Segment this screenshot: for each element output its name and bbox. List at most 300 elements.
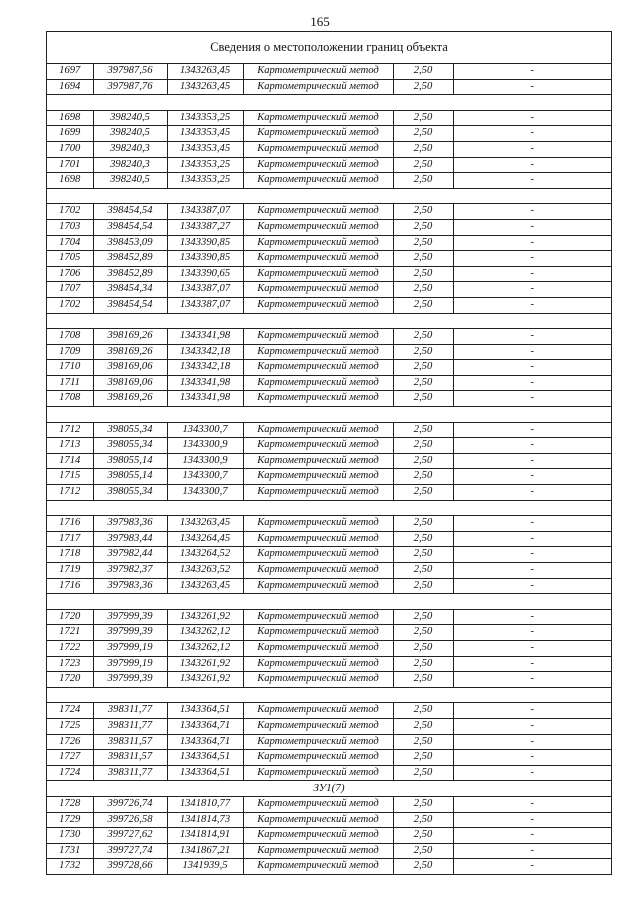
point-number-cell: 1724 (47, 703, 93, 719)
method-cell: Картометрический метод (243, 640, 393, 656)
description-cell: - (453, 173, 611, 189)
point-number-cell: 1719 (47, 563, 93, 579)
point-number-cell: 1710 (47, 360, 93, 376)
coordinates-table-body (47, 64, 611, 874)
description-cell: - (453, 469, 611, 485)
table-row (47, 251, 611, 267)
method-cell: Картометрический метод (243, 157, 393, 173)
table-row (47, 204, 611, 220)
precision-cell: 2,50 (393, 843, 453, 859)
point-number-cell: 1707 (47, 282, 93, 298)
coord-y-cell: 1343261,92 (167, 609, 243, 625)
point-number-cell: 1697 (47, 64, 93, 79)
separator-cell (47, 594, 611, 610)
coord-y-cell: 1341814,73 (167, 812, 243, 828)
coord-x-cell: 398240,5 (93, 173, 167, 189)
point-number-cell: 1708 (47, 391, 93, 407)
method-cell: Картометрический метод (243, 282, 393, 298)
precision-cell: 2,50 (393, 157, 453, 173)
table-row (47, 563, 611, 579)
point-number-cell: 1730 (47, 828, 93, 844)
table-row (47, 734, 611, 750)
coord-y-cell: 1343263,52 (167, 563, 243, 579)
table-row (47, 219, 611, 235)
method-cell: Картометрический метод (243, 110, 393, 126)
table-row (47, 329, 611, 345)
method-cell: Картометрический метод (243, 64, 393, 79)
precision-cell: 2,50 (393, 640, 453, 656)
description-cell: - (453, 609, 611, 625)
coord-y-cell: 1343353,45 (167, 126, 243, 142)
coord-y-cell: 1343364,71 (167, 718, 243, 734)
coord-x-cell: 398452,89 (93, 251, 167, 267)
method-cell: Картометрический метод (243, 344, 393, 360)
method-cell: Картометрический метод (243, 672, 393, 688)
description-cell: - (453, 531, 611, 547)
precision-cell: 2,50 (393, 796, 453, 812)
method-cell: Картометрический метод (243, 843, 393, 859)
method-cell: Картометрический метод (243, 547, 393, 563)
precision-cell: 2,50 (393, 578, 453, 594)
coord-x-cell: 397987,56 (93, 64, 167, 79)
precision-cell: 2,50 (393, 828, 453, 844)
method-cell: Картометрический метод (243, 485, 393, 501)
method-cell: Картометрический метод (243, 141, 393, 157)
table-row (47, 64, 611, 79)
precision-cell: 2,50 (393, 79, 453, 95)
coord-x-cell: 398055,14 (93, 469, 167, 485)
point-number-cell: 1731 (47, 843, 93, 859)
precision-cell: 2,50 (393, 219, 453, 235)
coord-x-cell: 398240,3 (93, 157, 167, 173)
method-cell: Картометрический метод (243, 469, 393, 485)
coord-y-cell: 1343264,45 (167, 531, 243, 547)
table-row (47, 718, 611, 734)
coord-y-cell: 1343341,98 (167, 391, 243, 407)
description-cell: - (453, 656, 611, 672)
separator-cell (47, 407, 611, 423)
method-cell: Картометрический метод (243, 625, 393, 641)
coord-x-cell: 397983,36 (93, 516, 167, 532)
table-row (47, 297, 611, 313)
coord-x-cell: 397983,44 (93, 531, 167, 547)
precision-cell: 2,50 (393, 609, 453, 625)
precision-cell: 2,50 (393, 656, 453, 672)
point-number-cell: 1714 (47, 453, 93, 469)
description-cell: - (453, 563, 611, 579)
table-row (47, 828, 611, 844)
table-row (47, 531, 611, 547)
method-cell: Картометрический метод (243, 718, 393, 734)
description-cell: - (453, 718, 611, 734)
point-number-cell: 1701 (47, 157, 93, 173)
coord-y-cell: 1343341,98 (167, 329, 243, 345)
coord-y-cell: 1343364,51 (167, 750, 243, 766)
method-cell: Картометрический метод (243, 859, 393, 875)
description-cell: - (453, 438, 611, 454)
precision-cell: 2,50 (393, 672, 453, 688)
point-number-cell: 1700 (47, 141, 93, 157)
precision-cell: 2,50 (393, 469, 453, 485)
description-cell: - (453, 235, 611, 251)
table-row (47, 453, 611, 469)
coord-x-cell: 398169,06 (93, 375, 167, 391)
table-row (47, 516, 611, 532)
coord-x-cell: 397983,36 (93, 578, 167, 594)
description-cell: - (453, 344, 611, 360)
precision-cell: 2,50 (393, 703, 453, 719)
description-cell: - (453, 64, 611, 79)
coord-x-cell: 398055,34 (93, 438, 167, 454)
precision-cell: 2,50 (393, 765, 453, 781)
coord-x-cell: 398453,09 (93, 235, 167, 251)
coord-x-cell: 399728,66 (93, 859, 167, 875)
point-number-cell: 1732 (47, 859, 93, 875)
coord-y-cell: 1343390,85 (167, 251, 243, 267)
table-row (47, 859, 611, 875)
coord-x-cell: 398311,77 (93, 718, 167, 734)
point-number-cell: 1718 (47, 547, 93, 563)
precision-cell: 2,50 (393, 266, 453, 282)
description-cell: - (453, 79, 611, 95)
precision-cell: 2,50 (393, 64, 453, 79)
table-row (47, 235, 611, 251)
table-row (47, 609, 611, 625)
coord-x-cell: 398311,57 (93, 734, 167, 750)
coord-x-cell: 398169,26 (93, 391, 167, 407)
method-cell: Картометрический метод (243, 360, 393, 376)
table-row (47, 656, 611, 672)
point-number-cell: 1716 (47, 516, 93, 532)
description-cell: - (453, 516, 611, 532)
method-cell: Картометрический метод (243, 266, 393, 282)
point-number-cell: 1720 (47, 672, 93, 688)
table-row (47, 485, 611, 501)
coord-y-cell: 1343262,12 (167, 640, 243, 656)
description-cell: - (453, 485, 611, 501)
coord-y-cell: 1341939,5 (167, 859, 243, 875)
description-cell: - (453, 141, 611, 157)
coord-y-cell: 1343342,18 (167, 344, 243, 360)
coord-x-cell: 398311,77 (93, 703, 167, 719)
table-row (47, 126, 611, 142)
description-cell: - (453, 796, 611, 812)
method-cell: Картометрический метод (243, 173, 393, 189)
method-cell: Картометрический метод (243, 703, 393, 719)
point-number-cell: 1699 (47, 126, 93, 142)
coord-y-cell: 1343263,45 (167, 578, 243, 594)
coord-x-cell: 398454,54 (93, 204, 167, 220)
coord-y-cell: 1343300,9 (167, 453, 243, 469)
description-cell: - (453, 672, 611, 688)
description-cell: - (453, 329, 611, 345)
coord-x-cell: 397999,19 (93, 640, 167, 656)
precision-cell: 2,50 (393, 141, 453, 157)
coord-y-cell: 1343353,25 (167, 173, 243, 189)
point-number-cell: 1728 (47, 796, 93, 812)
table-row (47, 391, 611, 407)
point-number-cell: 1716 (47, 578, 93, 594)
precision-cell: 2,50 (393, 625, 453, 641)
coord-y-cell: 1343387,27 (167, 219, 243, 235)
group-separator-row (47, 313, 611, 329)
point-number-cell: 1725 (47, 718, 93, 734)
precision-cell: 2,50 (393, 859, 453, 875)
method-cell: Картометрический метод (243, 812, 393, 828)
separator-cell (47, 188, 611, 204)
coordinates-table (47, 64, 611, 875)
description-cell: - (453, 812, 611, 828)
section-subheading: ЗУ1(7) (47, 781, 611, 797)
point-number-cell: 1706 (47, 266, 93, 282)
table-row (47, 750, 611, 766)
precision-cell: 2,50 (393, 297, 453, 313)
precision-cell: 2,50 (393, 251, 453, 267)
description-cell: - (453, 843, 611, 859)
table-row (47, 625, 611, 641)
description-cell: - (453, 640, 611, 656)
separator-cell (47, 95, 611, 111)
coord-y-cell: 1343263,45 (167, 64, 243, 79)
description-cell: - (453, 703, 611, 719)
coord-x-cell: 397987,76 (93, 79, 167, 95)
coord-y-cell: 1343364,71 (167, 734, 243, 750)
table-row (47, 375, 611, 391)
method-cell: Картометрический метод (243, 204, 393, 220)
table-row (47, 360, 611, 376)
precision-cell: 2,50 (393, 438, 453, 454)
point-number-cell: 1726 (47, 734, 93, 750)
method-cell: Картометрический метод (243, 297, 393, 313)
table-row (47, 547, 611, 563)
coord-x-cell: 398311,77 (93, 765, 167, 781)
coord-x-cell: 398240,5 (93, 110, 167, 126)
method-cell: Картометрический метод (243, 235, 393, 251)
coord-y-cell: 1341814,91 (167, 828, 243, 844)
coord-x-cell: 398454,34 (93, 282, 167, 298)
precision-cell: 2,50 (393, 282, 453, 298)
coord-x-cell: 397999,39 (93, 625, 167, 641)
point-number-cell: 1704 (47, 235, 93, 251)
coord-y-cell: 1343262,12 (167, 625, 243, 641)
precision-cell: 2,50 (393, 485, 453, 501)
boundary-sheet (46, 31, 612, 875)
point-number-cell: 1708 (47, 329, 93, 345)
precision-cell: 2,50 (393, 750, 453, 766)
coord-y-cell: 1343390,65 (167, 266, 243, 282)
coord-y-cell: 1343387,07 (167, 297, 243, 313)
coord-y-cell: 1343341,98 (167, 375, 243, 391)
point-number-cell: 1715 (47, 469, 93, 485)
description-cell: - (453, 110, 611, 126)
coord-x-cell: 399726,74 (93, 796, 167, 812)
point-number-cell: 1727 (47, 750, 93, 766)
separator-cell (47, 500, 611, 516)
method-cell: Картометрический метод (243, 79, 393, 95)
method-cell: Картометрический метод (243, 765, 393, 781)
point-number-cell: 1703 (47, 219, 93, 235)
coord-y-cell: 1343261,92 (167, 672, 243, 688)
coord-y-cell: 1343300,7 (167, 469, 243, 485)
description-cell: - (453, 219, 611, 235)
method-cell: Картометрический метод (243, 609, 393, 625)
precision-cell: 2,50 (393, 563, 453, 579)
description-cell: - (453, 547, 611, 563)
precision-cell: 2,50 (393, 126, 453, 142)
method-cell: Картометрический метод (243, 391, 393, 407)
description-cell: - (453, 765, 611, 781)
coord-x-cell: 397982,37 (93, 563, 167, 579)
method-cell: Картометрический метод (243, 656, 393, 672)
description-cell: - (453, 126, 611, 142)
page-number: 165 (310, 14, 330, 29)
precision-cell: 2,50 (393, 360, 453, 376)
table-row (47, 422, 611, 438)
method-cell: Картометрический метод (243, 219, 393, 235)
precision-cell: 2,50 (393, 110, 453, 126)
precision-cell: 2,50 (393, 329, 453, 345)
table-row (47, 843, 611, 859)
precision-cell: 2,50 (393, 204, 453, 220)
coord-x-cell: 398311,57 (93, 750, 167, 766)
coord-x-cell: 398055,34 (93, 485, 167, 501)
precision-cell: 2,50 (393, 453, 453, 469)
table-row (47, 344, 611, 360)
precision-cell: 2,50 (393, 547, 453, 563)
table-row (47, 578, 611, 594)
coord-x-cell: 399727,74 (93, 843, 167, 859)
description-cell: - (453, 251, 611, 267)
coord-y-cell: 1341867,21 (167, 843, 243, 859)
point-number-cell: 1722 (47, 640, 93, 656)
point-number-cell: 1698 (47, 110, 93, 126)
point-number-cell: 1717 (47, 531, 93, 547)
table-row (47, 812, 611, 828)
description-cell: - (453, 375, 611, 391)
coord-x-cell: 397999,39 (93, 672, 167, 688)
coord-x-cell: 398169,26 (93, 329, 167, 345)
table-row (47, 173, 611, 189)
description-cell: - (453, 734, 611, 750)
method-cell: Картометрический метод (243, 796, 393, 812)
point-number-cell: 1698 (47, 173, 93, 189)
table-row (47, 640, 611, 656)
coord-y-cell: 1343353,25 (167, 157, 243, 173)
group-separator-row (47, 500, 611, 516)
point-number-cell: 1694 (47, 79, 93, 95)
table-row (47, 157, 611, 173)
coord-y-cell: 1343263,45 (167, 79, 243, 95)
coord-x-cell: 398454,54 (93, 219, 167, 235)
point-number-cell: 1709 (47, 344, 93, 360)
point-number-cell: 1702 (47, 297, 93, 313)
coord-y-cell: 1343387,07 (167, 204, 243, 220)
method-cell: Картометрический метод (243, 563, 393, 579)
coord-y-cell: 1343390,85 (167, 235, 243, 251)
description-cell: - (453, 266, 611, 282)
table-row (47, 79, 611, 95)
coord-y-cell: 1343353,25 (167, 110, 243, 126)
coord-y-cell: 1343300,9 (167, 438, 243, 454)
separator-cell (47, 687, 611, 703)
method-cell: Картометрический метод (243, 438, 393, 454)
method-cell: Картометрический метод (243, 516, 393, 532)
table-row (47, 469, 611, 485)
description-cell: - (453, 360, 611, 376)
table-row (47, 765, 611, 781)
coord-y-cell: 1343300,7 (167, 422, 243, 438)
point-number-cell: 1729 (47, 812, 93, 828)
coord-x-cell: 398169,26 (93, 344, 167, 360)
description-cell: - (453, 750, 611, 766)
method-cell: Картометрический метод (243, 750, 393, 766)
method-cell: Картометрический метод (243, 578, 393, 594)
coord-y-cell: 1343364,51 (167, 703, 243, 719)
coord-y-cell: 1343261,92 (167, 656, 243, 672)
precision-cell: 2,50 (393, 734, 453, 750)
description-cell: - (453, 453, 611, 469)
method-cell: Картометрический метод (243, 329, 393, 345)
point-number-cell: 1712 (47, 485, 93, 501)
group-separator-row (47, 594, 611, 610)
description-cell: - (453, 204, 611, 220)
precision-cell: 2,50 (393, 531, 453, 547)
coord-x-cell: 399727,62 (93, 828, 167, 844)
coord-y-cell: 1343264,52 (167, 547, 243, 563)
method-cell: Картометрический метод (243, 422, 393, 438)
description-cell: - (453, 578, 611, 594)
precision-cell: 2,50 (393, 235, 453, 251)
coord-x-cell: 398240,5 (93, 126, 167, 142)
coord-x-cell: 398452,89 (93, 266, 167, 282)
coord-y-cell: 1343342,18 (167, 360, 243, 376)
point-number-cell: 1720 (47, 609, 93, 625)
description-cell: - (453, 422, 611, 438)
method-cell: Картометрический метод (243, 251, 393, 267)
description-cell: - (453, 282, 611, 298)
coord-x-cell: 397999,19 (93, 656, 167, 672)
method-cell: Картометрический метод (243, 828, 393, 844)
point-number-cell: 1712 (47, 422, 93, 438)
coord-y-cell: 1343387,07 (167, 282, 243, 298)
coord-y-cell: 1343364,51 (167, 765, 243, 781)
table-row (47, 672, 611, 688)
coord-x-cell: 398055,34 (93, 422, 167, 438)
precision-cell: 2,50 (393, 422, 453, 438)
coord-y-cell: 1341810,77 (167, 796, 243, 812)
separator-cell (47, 313, 611, 329)
section-subheading-row (47, 781, 611, 797)
precision-cell: 2,50 (393, 391, 453, 407)
coord-y-cell: 1343300,7 (167, 485, 243, 501)
point-number-cell: 1713 (47, 438, 93, 454)
point-number-cell: 1702 (47, 204, 93, 220)
point-number-cell: 1705 (47, 251, 93, 267)
description-cell: - (453, 157, 611, 173)
table-row (47, 110, 611, 126)
table-row (47, 266, 611, 282)
method-cell: Картометрический метод (243, 734, 393, 750)
coord-x-cell: 397982,44 (93, 547, 167, 563)
group-separator-row (47, 407, 611, 423)
table-row (47, 282, 611, 298)
sheet-header-title: Сведения о местоположении границ объекта (47, 32, 611, 64)
coord-x-cell: 397999,39 (93, 609, 167, 625)
group-separator-row (47, 687, 611, 703)
coord-x-cell: 398169,06 (93, 360, 167, 376)
precision-cell: 2,50 (393, 516, 453, 532)
coord-y-cell: 1343263,45 (167, 516, 243, 532)
